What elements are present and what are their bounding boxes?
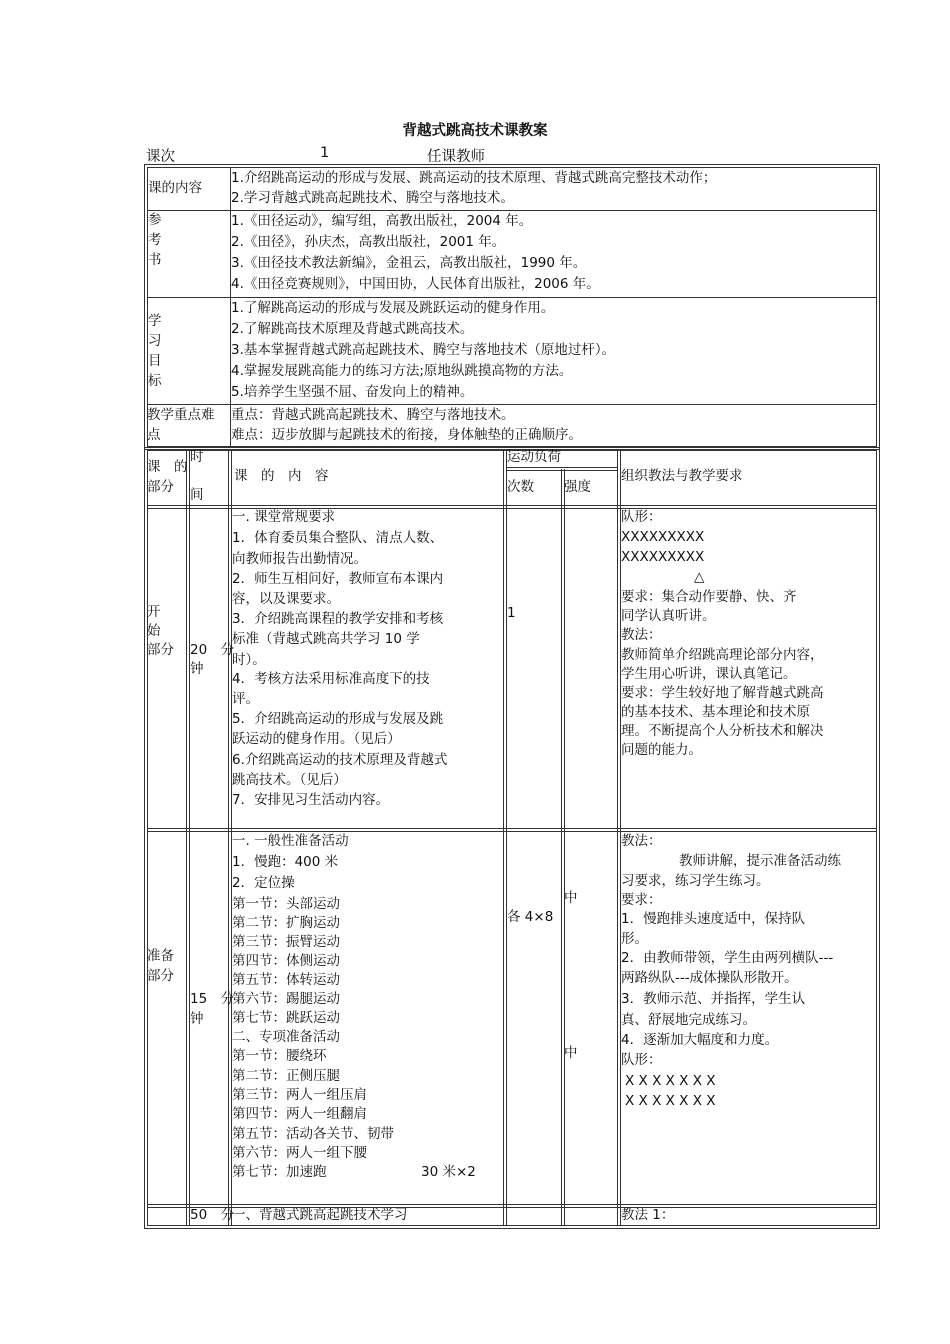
section3-content-1: 一、背越式跳高起跳技术学习 <box>232 1207 408 1223</box>
section1-org-4: △ <box>694 569 705 585</box>
section2-content-6: 第三节：振臂运动 <box>232 934 340 950</box>
section2-content-12: 第一节：腰绕环 <box>232 1048 327 1064</box>
section2-org-9: 3．教师示范、并指挥，学生认 <box>621 991 806 1007</box>
lesson-label: 课次 <box>146 149 175 165</box>
goals-label-1: 学 <box>148 313 162 329</box>
section2-time-1: 15 分 <box>190 991 235 1007</box>
section1-content-4: 2．师生互相问好，教师宣布本课内 <box>232 571 444 587</box>
section1-org-12: 理。不断提高个人分析技术和解决 <box>621 723 824 739</box>
goal-line-1: 1.了解跳高运动的形成与发展及跳跃运动的健身作用。 <box>231 300 555 316</box>
section1-org-10: 要求：学生较好地了解背越式跳高 <box>621 685 824 701</box>
section2-org-7: 2．由教师带领，学生由两列横队--- <box>621 950 834 966</box>
section2-content-9: 第六节：踢腿运动 <box>232 991 340 1007</box>
col-part-header-1: 课 的 <box>147 459 188 475</box>
section2-org-6: 形。 <box>621 931 648 947</box>
refs-label-1: 参 <box>148 212 162 228</box>
section1-count: 1 <box>507 605 516 621</box>
goals-label-2: 习 <box>148 333 162 349</box>
section2-content-7: 第四节：体侧运动 <box>232 953 340 969</box>
section2-content-18: 第七节：加速跑 <box>232 1164 327 1180</box>
ref-line-4: 4.《田径竞赛规则》，中国田协，人民体育出版社，2006 年。 <box>231 276 600 292</box>
section1-time-1: 20 分 <box>190 642 235 658</box>
section1-org-3: XXXXXXXXX <box>621 549 705 565</box>
section1-content-12: 跃运动的健身作用。（见后） <box>232 731 401 747</box>
section2-intensity-2: 中 <box>564 1045 578 1061</box>
ref-line-3: 3.《田径技术教法新编》，金祖云，高教出版社，1990 年。 <box>231 255 587 271</box>
section1-part-1: 开 <box>147 604 161 620</box>
section3-time-1: 50 分 <box>190 1207 235 1223</box>
section1-part-2: 始 <box>147 623 161 639</box>
content-label: 课的内容 <box>148 180 202 196</box>
col-load-header: 运动负荷 <box>507 449 561 465</box>
col-time-header-2: 间 <box>190 487 204 503</box>
section1-content-8: 时）。 <box>232 652 266 668</box>
page-title: 背越式跳高技术课教案 <box>402 123 548 139</box>
section1-org-5: 要求：集合动作要静、快、齐 <box>621 589 797 605</box>
section2-org-3: 习要求，练习学生练习。 <box>621 873 770 889</box>
section2-count: 各 4×8 <box>507 909 554 925</box>
section2-content-13: 第二节：正侧压腿 <box>232 1068 340 1084</box>
section2-org-5: 1．慢跑排头速度适中，保持队 <box>621 911 806 927</box>
col-part-header-2: 部分 <box>147 479 174 495</box>
keypoint-line-1: 重点：背越式跳高起跳技术、腾空与落地技术。 <box>231 407 515 423</box>
section1-content-6: 3．介绍跳高课程的教学安排和考核 <box>232 611 444 627</box>
section1-org-1: 队形： <box>621 509 662 525</box>
section1-content-3: 向教师报告出勤情况。 <box>232 551 367 567</box>
section2-content-3: 2．定位操 <box>232 875 295 891</box>
section2-content-8: 第五节：体转运动 <box>232 972 340 988</box>
section2-org-4: 要求： <box>621 892 662 908</box>
section2-content-1: 一. 一般性准备活动 <box>232 833 349 849</box>
ref-line-1: 1.《田径运动》，编写组，高教出版社，2004 年。 <box>231 213 533 229</box>
section1-org-9: 学生用心听讲，课认真笔记。 <box>621 666 797 682</box>
section2-part-2: 部分 <box>147 968 174 984</box>
section2-org-1: 教法： <box>621 833 662 849</box>
section1-content-7: 标准（背越式跳高共学习 10 学 <box>232 631 420 647</box>
section1-content-13: 6.介绍跳高运动的技术原理及背越式 <box>232 752 448 768</box>
section1-content-14: 跳高技术。（见后） <box>232 772 347 788</box>
col-intensity-header: 强度 <box>564 479 591 495</box>
section2-content-17: 第六节：两人一组下腰 <box>232 1145 367 1161</box>
section2-org-8: 两路纵队---成体操队形散开。 <box>621 970 798 986</box>
goals-label-4: 标 <box>148 373 162 389</box>
section1-content-15: 7．安排见习生活动内容。 <box>232 792 390 808</box>
section2-org-10: 真、舒展地完成练习。 <box>621 1012 756 1028</box>
keypoints-label-1: 教学重点难 <box>147 407 215 423</box>
goals-label-3: 目 <box>148 353 162 369</box>
col-time-header-1: 时 <box>190 449 204 465</box>
section2-org-13: X X X X X X X <box>625 1073 716 1089</box>
section2-content-14: 第三节：两人一组压肩 <box>232 1087 367 1103</box>
section1-org-11: 的基本技术、基本理论和技术原 <box>621 704 810 720</box>
section2-content-11: 二、专项准备活动 <box>232 1029 340 1045</box>
section2-content-15: 第四节：两人一组翻肩 <box>232 1106 367 1122</box>
section2-org-14: X X X X X X X <box>625 1093 716 1109</box>
section1-org-13: 问题的能力。 <box>621 742 702 758</box>
section1-content-11: 5．介绍跳高运动的形成与发展及跳 <box>232 711 444 727</box>
refs-label-3: 书 <box>148 252 162 268</box>
goal-line-3: 3.基本掌握背越式跳高起跳技术、腾空与落地技术（原地过杆）。 <box>231 342 616 358</box>
section1-content-9: 4．考核方法采用标准高度下的技 <box>232 671 430 687</box>
goal-line-5: 5.培养学生坚强不屈、奋发向上的精神。 <box>231 384 474 400</box>
section1-org-7: 教法： <box>621 627 662 643</box>
col-content-header: 课 的 内 容 <box>234 468 329 484</box>
refs-label-2: 考 <box>148 232 162 248</box>
col-org-header: 组织教法与教学要求 <box>621 468 743 484</box>
keypoint-line-2: 难点：迈步放脚与起跳技术的衔接，身体触垫的正确顺序。 <box>231 427 582 443</box>
section1-org-8: 教师简单介绍跳高理论部分内容， <box>621 647 824 663</box>
goal-line-4: 4.掌握发展跳高能力的练习方法;原地纵跳摸高物的方法。 <box>231 363 573 379</box>
section2-part-1: 准备 <box>147 948 174 964</box>
section2-org-11: 4．逐渐加大幅度和力度。 <box>621 1032 779 1048</box>
section2-org-2: 教师讲解，提示准备活动练 <box>679 853 841 869</box>
section1-org-2: XXXXXXXXX <box>621 529 705 545</box>
section2-content-16: 第五节：活动各关节、韧带 <box>232 1126 394 1142</box>
section2-intensity-1: 中 <box>564 890 578 906</box>
content-line-1: 1.介绍跳高运动的形成与发展、跳高运动的技术原理、背越式跳高完整技术动作； <box>231 170 717 186</box>
lesson-number: 1 <box>320 145 330 161</box>
section1-org-6: 同学认真听讲。 <box>621 608 716 624</box>
section1-content-2: 1．体育委员集合整队、清点人数、 <box>232 530 444 546</box>
content-line-2: 2.学习背越式跳高起跳技术、腾空与落地技术。 <box>231 190 514 206</box>
section1-time-2: 钟 <box>190 661 204 677</box>
section2-content-19: 30 米×2 <box>421 1164 476 1180</box>
goal-line-2: 2.了解跳高技术原理及背越式跳高技术。 <box>231 321 474 337</box>
section1-content-10: 评。 <box>232 691 259 707</box>
section2-content-10: 第七节：跳跃运动 <box>232 1010 340 1026</box>
section2-time-2: 钟 <box>190 1011 204 1027</box>
teacher-label: 任课教师 <box>427 149 485 165</box>
section2-content-5: 第二节：扩胸运动 <box>232 915 340 931</box>
section1-content-5: 容，以及课要求。 <box>232 591 340 607</box>
section1-content-1: 一. 课堂常规要求 <box>232 509 336 525</box>
section2-content-4: 第一节：头部运动 <box>232 896 340 912</box>
section1-part-3: 部分 <box>147 642 174 658</box>
ref-line-2: 2.《田径》，孙庆杰，高教出版社，2001 年。 <box>231 234 506 250</box>
section2-org-12: 队形： <box>621 1052 662 1068</box>
section3-org-1: 教法 1： <box>621 1207 675 1223</box>
keypoints-label-2: 点 <box>147 427 161 443</box>
section2-content-2: 1．慢跑：400 米 <box>232 854 339 870</box>
col-count-header: 次数 <box>507 479 534 495</box>
